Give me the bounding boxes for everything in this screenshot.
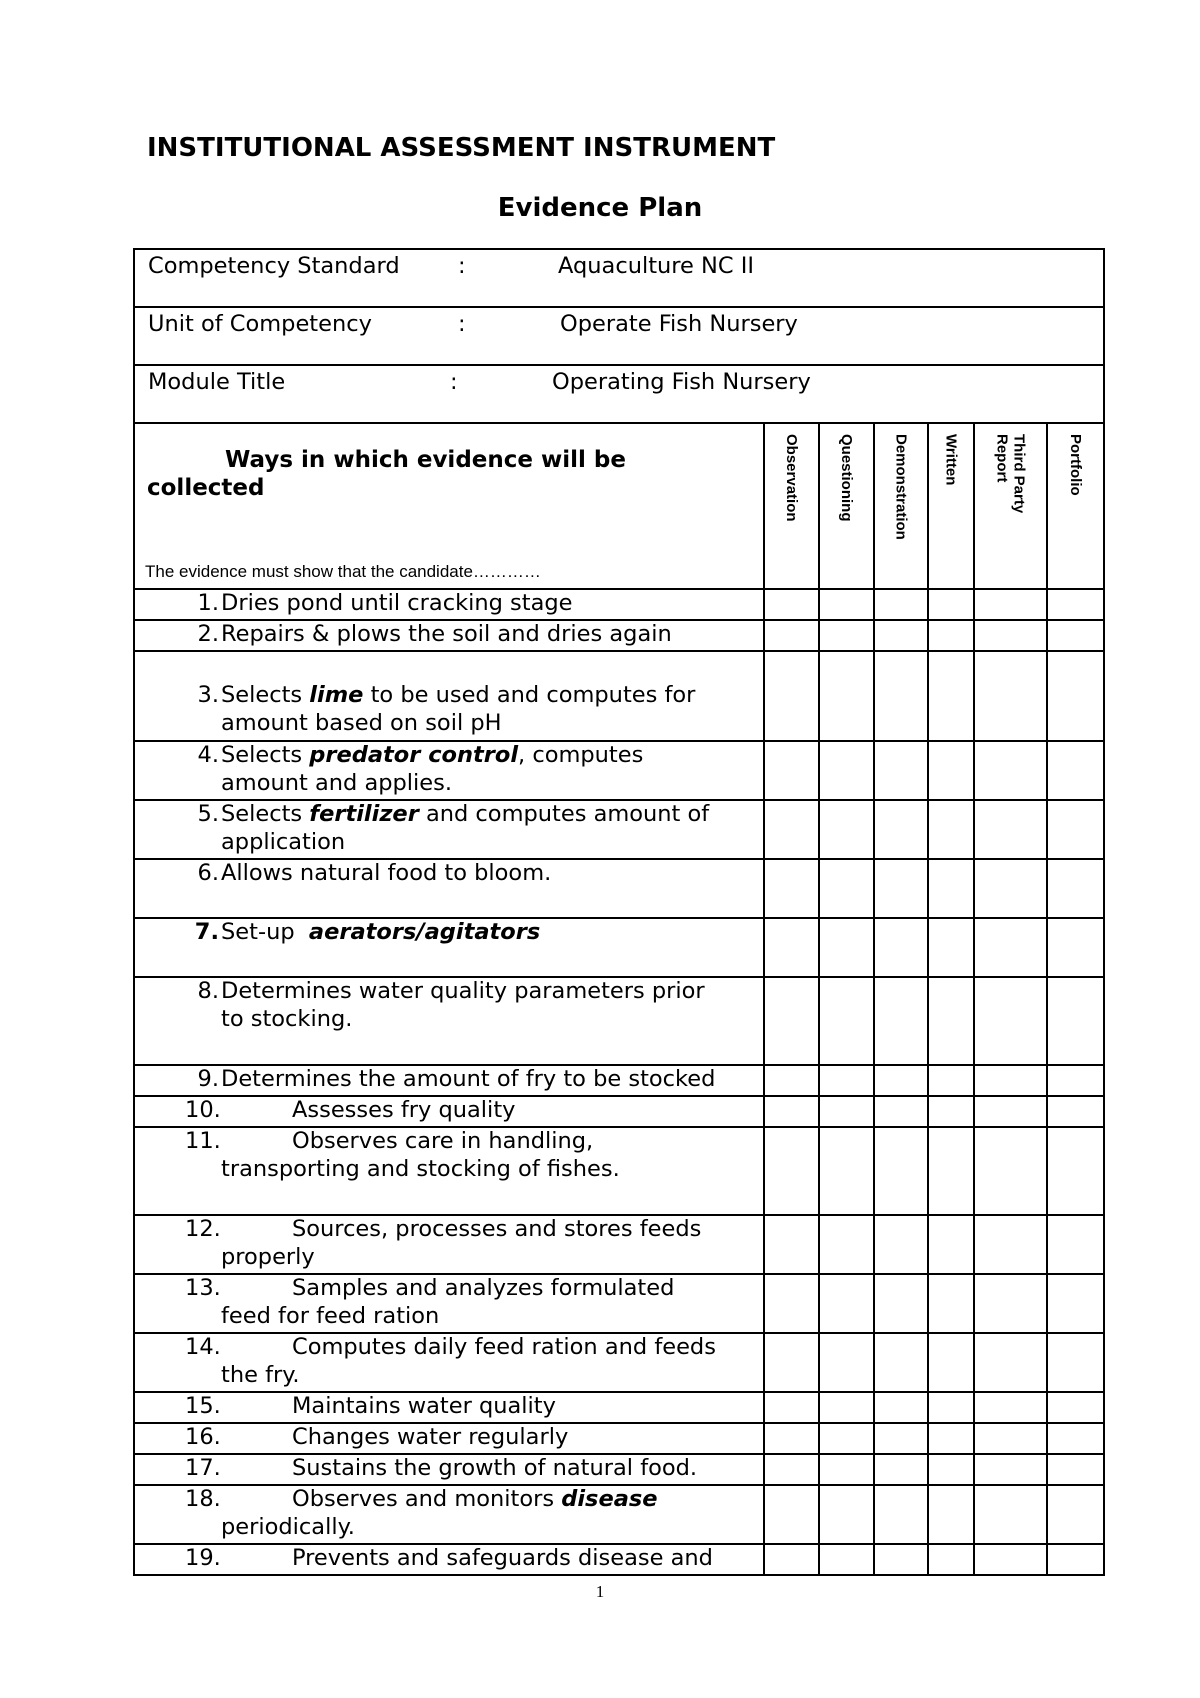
method-cell-observation[interactable] bbox=[764, 651, 819, 741]
criterion-text: Sustains the growth of natural food. bbox=[292, 1455, 698, 1481]
method-header-written: Written bbox=[928, 423, 974, 589]
method-cell-third-party-report[interactable] bbox=[974, 1485, 1047, 1544]
method-cell-third-party-report[interactable] bbox=[974, 918, 1047, 977]
method-cell-third-party-report[interactable] bbox=[974, 1215, 1047, 1274]
criterion-text: Selects lime to be used and computes for bbox=[221, 682, 696, 708]
method-cell-demonstration[interactable] bbox=[874, 1065, 928, 1096]
info-colon: : bbox=[458, 311, 466, 337]
method-cell-questioning[interactable] bbox=[819, 1485, 874, 1544]
info-value: Aquaculture NC II bbox=[558, 253, 755, 279]
method-cell-observation[interactable] bbox=[764, 1423, 819, 1454]
method-cell-written[interactable] bbox=[928, 1423, 974, 1454]
method-cell-third-party-report[interactable] bbox=[974, 1096, 1047, 1127]
criterion-emphasis: predator control bbox=[309, 742, 519, 768]
criterion-row bbox=[134, 1274, 1104, 1333]
method-cell-questioning[interactable] bbox=[819, 1392, 874, 1423]
method-cell-written[interactable] bbox=[928, 1127, 974, 1215]
method-cell-observation[interactable] bbox=[764, 859, 819, 918]
criterion-text: Dries pond until cracking stage bbox=[221, 590, 573, 616]
method-cell-questioning[interactable] bbox=[819, 1423, 874, 1454]
method-cell-third-party-report[interactable] bbox=[974, 1454, 1047, 1485]
method-cell-written[interactable] bbox=[928, 620, 974, 651]
method-cell-portfolio[interactable] bbox=[1047, 1065, 1104, 1096]
method-cell-third-party-report[interactable] bbox=[974, 800, 1047, 859]
method-cell-written[interactable] bbox=[928, 1544, 974, 1575]
method-cell-portfolio[interactable] bbox=[1047, 1274, 1104, 1333]
criterion-text: Observes care in handling, bbox=[292, 1128, 594, 1154]
method-cell-demonstration[interactable] bbox=[874, 589, 928, 620]
method-cell-written[interactable] bbox=[928, 859, 974, 918]
method-cell-observation[interactable] bbox=[764, 1333, 819, 1392]
method-cell-observation[interactable] bbox=[764, 620, 819, 651]
criterion-row bbox=[134, 1333, 1104, 1392]
criterion-row bbox=[134, 1454, 1104, 1485]
page-number: 1 bbox=[595, 1582, 605, 1601]
criterion-emphasis: lime bbox=[309, 682, 364, 708]
criterion-row bbox=[134, 1215, 1104, 1274]
criterion-text-continued: to stocking. bbox=[221, 1006, 353, 1032]
criterion-number: 6. bbox=[197, 860, 219, 886]
method-cell-written[interactable] bbox=[928, 651, 974, 741]
criterion-number: 15. bbox=[185, 1393, 221, 1419]
criterion-number: 7. bbox=[194, 919, 219, 945]
method-cell-third-party-report[interactable] bbox=[974, 651, 1047, 741]
method-cell-written[interactable] bbox=[928, 1333, 974, 1392]
method-cell-demonstration[interactable] bbox=[874, 859, 928, 918]
criterion-text: Assesses fry quality bbox=[292, 1097, 516, 1123]
method-cell-third-party-report[interactable] bbox=[974, 1544, 1047, 1575]
method-cell-observation[interactable] bbox=[764, 1454, 819, 1485]
criterion-cell bbox=[134, 1544, 764, 1575]
criterion-emphasis: fertilizer bbox=[309, 801, 419, 827]
criterion-text: Maintains water quality bbox=[292, 1393, 556, 1419]
criterion-text: Observes and monitors disease bbox=[292, 1486, 658, 1512]
criterion-cell bbox=[134, 1423, 764, 1454]
criterion-emphasis: disease bbox=[561, 1486, 658, 1512]
criterion-number: 14. bbox=[185, 1334, 221, 1360]
criterion-cell bbox=[134, 918, 764, 977]
method-cell-questioning[interactable] bbox=[819, 1215, 874, 1274]
method-cell-third-party-report[interactable] bbox=[974, 741, 1047, 800]
criterion-row bbox=[134, 977, 1104, 1065]
criterion-number: 12. bbox=[185, 1216, 221, 1242]
info-label: Competency Standard bbox=[148, 253, 400, 279]
method-cell-demonstration[interactable] bbox=[874, 1485, 928, 1544]
criterion-row bbox=[134, 741, 1104, 800]
criterion-text: Samples and analyzes formulated bbox=[292, 1275, 675, 1301]
criterion-text-continued: application bbox=[221, 829, 346, 855]
criterion-number: 1. bbox=[197, 590, 219, 616]
info-colon: : bbox=[458, 253, 466, 279]
criterion-text-continued: amount and applies. bbox=[221, 770, 453, 796]
criterion-cell bbox=[134, 1485, 764, 1544]
criterion-number: 16. bbox=[185, 1424, 221, 1450]
criterion-text: Set-up aerators/agitators bbox=[221, 919, 541, 945]
criterion-number: 17. bbox=[185, 1455, 221, 1481]
document-subheading: Evidence Plan bbox=[497, 193, 703, 223]
method-cell-observation[interactable] bbox=[764, 1274, 819, 1333]
method-cell-demonstration[interactable] bbox=[874, 1096, 928, 1127]
criterion-row bbox=[134, 918, 1104, 977]
method-cell-demonstration[interactable] bbox=[874, 1127, 928, 1215]
method-cell-written[interactable] bbox=[928, 1454, 974, 1485]
method-cell-demonstration[interactable] bbox=[874, 620, 928, 651]
method-cell-portfolio[interactable] bbox=[1047, 800, 1104, 859]
method-cell-questioning[interactable] bbox=[819, 1065, 874, 1096]
method-cell-questioning[interactable] bbox=[819, 859, 874, 918]
ways-heading: Ways in which evidence will be collected bbox=[147, 447, 626, 501]
method-cell-portfolio[interactable] bbox=[1047, 918, 1104, 977]
method-cell-demonstration[interactable] bbox=[874, 1423, 928, 1454]
criterion-cell bbox=[134, 1127, 764, 1215]
method-cell-portfolio[interactable] bbox=[1047, 1454, 1104, 1485]
method-cell-questioning[interactable] bbox=[819, 1454, 874, 1485]
method-cell-portfolio[interactable] bbox=[1047, 859, 1104, 918]
criterion-text: Computes daily feed ration and feeds bbox=[292, 1334, 716, 1360]
info-row-competency-standard bbox=[134, 249, 1104, 307]
method-cell-third-party-report[interactable] bbox=[974, 1127, 1047, 1215]
method-cell-observation[interactable] bbox=[764, 800, 819, 859]
method-cell-portfolio[interactable] bbox=[1047, 977, 1104, 1065]
criterion-number: 18. bbox=[185, 1486, 221, 1512]
ways-header-cell bbox=[134, 423, 764, 589]
candidate-note: The evidence must show that the candidate………… bbox=[145, 562, 541, 581]
criterion-cell bbox=[134, 800, 764, 859]
method-cell-portfolio[interactable] bbox=[1047, 1485, 1104, 1544]
method-cell-portfolio[interactable] bbox=[1047, 741, 1104, 800]
method-cell-demonstration[interactable] bbox=[874, 1544, 928, 1575]
method-cell-third-party-report[interactable] bbox=[974, 589, 1047, 620]
criterion-cell bbox=[134, 1392, 764, 1423]
info-value: Operating Fish Nursery bbox=[552, 369, 811, 395]
method-cell-written[interactable] bbox=[928, 1215, 974, 1274]
criterion-text: Determines the amount of fry to be stocked bbox=[221, 1066, 716, 1092]
criterion-cell bbox=[134, 1096, 764, 1127]
criterion-cell bbox=[134, 620, 764, 651]
method-cell-portfolio[interactable] bbox=[1047, 1423, 1104, 1454]
method-cell-written[interactable] bbox=[928, 1485, 974, 1544]
criterion-text-continued: transporting and stocking of fishes. bbox=[221, 1156, 620, 1182]
method-cell-demonstration[interactable] bbox=[874, 1392, 928, 1423]
criterion-text-continued: amount based on soil pH bbox=[221, 710, 502, 736]
criterion-row bbox=[134, 651, 1104, 741]
document-heading: INSTITUTIONAL ASSESSMENT INSTRUMENT bbox=[147, 133, 776, 163]
criterion-number: 9. bbox=[197, 1066, 219, 1092]
criterion-emphasis: aerators/agitators bbox=[308, 919, 541, 945]
method-cell-written[interactable] bbox=[928, 1096, 974, 1127]
method-cell-questioning[interactable] bbox=[819, 800, 874, 859]
criterion-text: Allows natural food to bloom. bbox=[221, 860, 552, 886]
method-cell-observation[interactable] bbox=[764, 1392, 819, 1423]
criterion-text-continued: feed for feed ration bbox=[221, 1303, 440, 1329]
criterion-text-continued: properly bbox=[221, 1244, 315, 1270]
method-cell-demonstration[interactable] bbox=[874, 651, 928, 741]
method-header-demonstration: Demonstration bbox=[874, 423, 928, 589]
info-colon: : bbox=[450, 369, 458, 395]
method-cell-observation[interactable] bbox=[764, 918, 819, 977]
method-cell-questioning[interactable] bbox=[819, 1544, 874, 1575]
criterion-number: 4. bbox=[197, 742, 219, 768]
method-cell-demonstration[interactable] bbox=[874, 1454, 928, 1485]
method-cell-third-party-report[interactable] bbox=[974, 1333, 1047, 1392]
criterion-cell bbox=[134, 589, 764, 620]
method-cell-demonstration[interactable] bbox=[874, 1274, 928, 1333]
method-cell-written[interactable] bbox=[928, 589, 974, 620]
criterion-number: 5. bbox=[197, 801, 219, 827]
info-label: Unit of Competency bbox=[148, 311, 372, 337]
criterion-number: 19. bbox=[185, 1545, 221, 1571]
criterion-cell bbox=[134, 1454, 764, 1485]
criterion-number: 10. bbox=[185, 1097, 221, 1123]
criterion-cell bbox=[134, 977, 764, 1065]
evidence-plan-table bbox=[133, 248, 1105, 1576]
criterion-row bbox=[134, 1544, 1104, 1575]
method-cell-questioning[interactable] bbox=[819, 977, 874, 1065]
method-cell-observation[interactable] bbox=[764, 741, 819, 800]
method-cell-observation[interactable] bbox=[764, 1065, 819, 1096]
method-cell-portfolio[interactable] bbox=[1047, 651, 1104, 741]
info-value: Operate Fish Nursery bbox=[560, 311, 798, 337]
criterion-text-continued: periodically. bbox=[221, 1514, 355, 1540]
criterion-number: 2. bbox=[197, 621, 219, 647]
method-cell-questioning[interactable] bbox=[819, 620, 874, 651]
criterion-text: Selects predator control, computes bbox=[221, 742, 644, 768]
method-header-questioning: Questioning bbox=[819, 423, 874, 589]
method-cell-questioning[interactable] bbox=[819, 1127, 874, 1215]
criterion-row bbox=[134, 1127, 1104, 1215]
method-cell-written[interactable] bbox=[928, 800, 974, 859]
criterion-cell bbox=[134, 1333, 764, 1392]
method-cell-third-party-report[interactable] bbox=[974, 1274, 1047, 1333]
method-cell-demonstration[interactable] bbox=[874, 800, 928, 859]
criterion-number: 11. bbox=[185, 1128, 221, 1154]
method-cell-demonstration[interactable] bbox=[874, 918, 928, 977]
criterion-row bbox=[134, 1392, 1104, 1423]
method-cell-questioning[interactable] bbox=[819, 1274, 874, 1333]
criterion-row bbox=[134, 1096, 1104, 1127]
method-cell-portfolio[interactable] bbox=[1047, 1544, 1104, 1575]
criterion-row bbox=[134, 1065, 1104, 1096]
methods-header-row bbox=[134, 423, 1104, 589]
method-cell-third-party-report[interactable] bbox=[974, 977, 1047, 1065]
method-cell-observation[interactable] bbox=[764, 1096, 819, 1127]
method-cell-demonstration[interactable] bbox=[874, 1215, 928, 1274]
criterion-text: Determines water quality parameters prior bbox=[221, 978, 705, 1004]
method-cell-written[interactable] bbox=[928, 1392, 974, 1423]
criterion-cell bbox=[134, 741, 764, 800]
criterion-text: Changes water regularly bbox=[292, 1424, 569, 1450]
method-cell-questioning[interactable] bbox=[819, 651, 874, 741]
criterion-number: 3. bbox=[197, 682, 219, 708]
method-cell-third-party-report[interactable] bbox=[974, 620, 1047, 651]
criterion-text: Selects fertilizer and computes amount of bbox=[221, 801, 710, 827]
method-cell-observation[interactable] bbox=[764, 1485, 819, 1544]
method-cell-demonstration[interactable] bbox=[874, 741, 928, 800]
criterion-cell bbox=[134, 1215, 764, 1274]
method-cell-questioning[interactable] bbox=[819, 918, 874, 977]
method-cell-portfolio[interactable] bbox=[1047, 1392, 1104, 1423]
criterion-cell bbox=[134, 1065, 764, 1096]
method-cell-portfolio[interactable] bbox=[1047, 1215, 1104, 1274]
criterion-row bbox=[134, 589, 1104, 620]
method-cell-third-party-report[interactable] bbox=[974, 1423, 1047, 1454]
criterion-row bbox=[134, 859, 1104, 918]
criterion-cell bbox=[134, 859, 764, 918]
method-header-portfolio: Portfolio bbox=[1047, 423, 1104, 589]
method-cell-portfolio[interactable] bbox=[1047, 1127, 1104, 1215]
method-cell-written[interactable] bbox=[928, 977, 974, 1065]
method-cell-written[interactable] bbox=[928, 918, 974, 977]
info-label: Module Title bbox=[148, 369, 286, 395]
method-cell-written[interactable] bbox=[928, 741, 974, 800]
criterion-number: 13. bbox=[185, 1275, 221, 1301]
criterion-row bbox=[134, 1485, 1104, 1544]
criterion-text: Repairs & plows the soil and dries again bbox=[221, 621, 672, 647]
method-cell-portfolio[interactable] bbox=[1047, 1096, 1104, 1127]
method-cell-demonstration[interactable] bbox=[874, 1333, 928, 1392]
criterion-text: Prevents and safeguards disease and bbox=[292, 1545, 713, 1571]
method-cell-observation[interactable] bbox=[764, 589, 819, 620]
criterion-text: Sources, processes and stores feeds bbox=[292, 1216, 702, 1242]
method-header-observation: Observation bbox=[764, 423, 819, 589]
criterion-number: 8. bbox=[197, 978, 219, 1004]
method-cell-questioning[interactable] bbox=[819, 589, 874, 620]
method-cell-portfolio[interactable] bbox=[1047, 589, 1104, 620]
method-cell-portfolio[interactable] bbox=[1047, 1333, 1104, 1392]
criterion-cell bbox=[134, 651, 764, 741]
criterion-row bbox=[134, 1423, 1104, 1454]
method-cell-third-party-report[interactable] bbox=[974, 1392, 1047, 1423]
method-cell-observation[interactable] bbox=[764, 1215, 819, 1274]
method-cell-questioning[interactable] bbox=[819, 741, 874, 800]
method-cell-written[interactable] bbox=[928, 1065, 974, 1096]
method-cell-observation[interactable] bbox=[764, 1127, 819, 1215]
method-cell-written[interactable] bbox=[928, 1274, 974, 1333]
method-cell-third-party-report[interactable] bbox=[974, 1065, 1047, 1096]
method-cell-demonstration[interactable] bbox=[874, 977, 928, 1065]
info-row-unit-of-competency bbox=[134, 307, 1104, 365]
method-cell-observation[interactable] bbox=[764, 977, 819, 1065]
criterion-row bbox=[134, 800, 1104, 859]
method-cell-observation[interactable] bbox=[764, 1544, 819, 1575]
info-row-module-title bbox=[134, 365, 1104, 423]
method-header-third-party-report: Third Party Report bbox=[974, 423, 1047, 589]
criterion-text-continued: the fry. bbox=[221, 1362, 300, 1388]
method-cell-questioning[interactable] bbox=[819, 1333, 874, 1392]
method-cell-third-party-report[interactable] bbox=[974, 859, 1047, 918]
criterion-cell bbox=[134, 1274, 764, 1333]
method-cell-portfolio[interactable] bbox=[1047, 620, 1104, 651]
method-cell-questioning[interactable] bbox=[819, 1096, 874, 1127]
criterion-row bbox=[134, 620, 1104, 651]
